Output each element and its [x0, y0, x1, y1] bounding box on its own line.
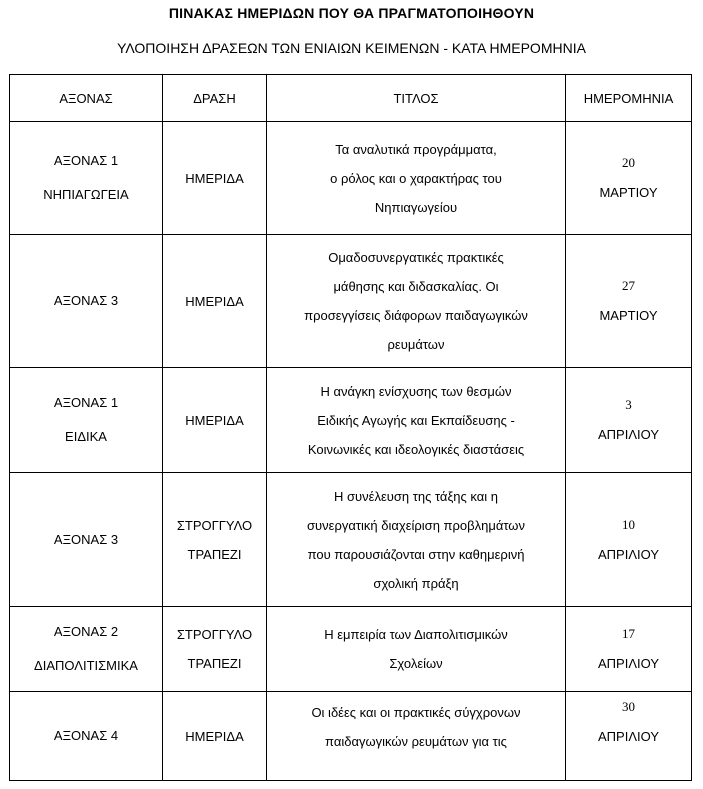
table-row	[10, 473, 692, 607]
action-line: ΗΜΕΡΙΔΑ	[185, 412, 244, 428]
date-month: ΑΠΡΙΛΙΟΥ	[597, 729, 659, 744]
axis-line: ΑΞΟΝΑΣ 1	[53, 395, 119, 410]
date-month: ΑΠΡΙΛΙΟΥ	[597, 427, 659, 442]
axis-line: ΑΞΟΝΑΣ 3	[53, 293, 119, 308]
axis-line: ΑΞΟΝΑΣ 3	[53, 531, 119, 547]
action-line: ΤΡΑΠΕΖΙ	[187, 546, 242, 562]
table-row	[10, 692, 692, 781]
action-cell	[163, 235, 267, 368]
date-month: ΑΠΡΙΛΙΟΥ	[597, 546, 659, 562]
schedule-table	[9, 74, 692, 781]
date-day: 27	[622, 278, 635, 293]
title-cell	[267, 607, 566, 692]
title-line: Η ανάγκη ενίσχυσης των θεσμών	[320, 383, 512, 399]
header-action: ΔΡΑΣΗ	[163, 75, 267, 122]
action-line: ΗΜΕΡΙΔΑ	[185, 170, 244, 186]
action-cell	[163, 607, 267, 692]
axis-cell	[10, 235, 163, 368]
document-subtitle: ΥΛΟΠΟΙΗΣΗ ΔΡΑΣΕΩΝ ΤΩΝ ΕΝΙΑΙΩΝ ΚΕΙΜΕΝΩΝ - ΚΑΤΑ ΗΜΕΡΟΜΗΝΙΑ	[117, 40, 586, 56]
title-line: συνεργατική διαχείριση προβλημάτων	[307, 517, 525, 533]
title-line: Κοινωνικές και ιδεολογικές διαστάσεις	[307, 441, 525, 457]
date-day: 3	[625, 397, 632, 412]
date-day: 20	[622, 155, 635, 170]
axis-cell	[10, 473, 163, 607]
axis-cell	[10, 692, 163, 781]
date-day: 30	[622, 699, 635, 714]
header-date: ΗΜΕΡΟΜΗΝΙΑ	[566, 75, 692, 122]
title-line: σχολική πράξη	[373, 575, 459, 591]
document-title: ΠΙΝΑΚΑΣ ΗΜΕΡΙΔΩΝ ΠΟΥ ΘΑ ΠΡΑΓΜΑΤΟΠΟΙΗΘΟΥΝ	[168, 5, 535, 21]
title-line: Σχολείων	[389, 656, 443, 671]
title-line: ο ρόλος και ο χαρακτήρας του	[330, 170, 502, 186]
table-row	[10, 235, 692, 368]
table-row	[10, 607, 692, 692]
action-line: ΗΜΕΡΙΔΑ	[185, 293, 244, 309]
title-line: Η εμπειρία των Διαπολιτισμικών	[324, 627, 508, 642]
date-cell	[566, 235, 692, 368]
header-axis: ΑΞΟΝΑΣ	[10, 75, 163, 122]
title-line: Η συνέλευση της τάξης και η	[334, 488, 498, 504]
action-line: ΗΜΕΡΙΔΑ	[185, 728, 244, 744]
date-month: ΜΑΡΤΙΟΥ	[599, 308, 658, 323]
title-cell	[267, 473, 566, 607]
action-cell	[163, 368, 267, 473]
axis-cell	[10, 607, 163, 692]
title-cell	[267, 692, 566, 781]
axis-cell	[10, 122, 163, 235]
date-cell	[566, 122, 692, 235]
date-cell	[566, 473, 692, 607]
axis-line: ΝΗΠΙΑΓΩΓΕΙΑ	[43, 187, 129, 202]
action-cell	[163, 122, 267, 235]
action-cell	[163, 692, 267, 781]
title-cell	[267, 368, 566, 473]
title-line: Ομαδοσυνεργατικές πρακτικές	[328, 250, 504, 265]
title-line: μάθησης και διδασκαλίας. Οι	[333, 279, 499, 294]
table-row	[10, 368, 692, 473]
axis-line: ΑΞΟΝΑΣ 2	[53, 624, 119, 639]
title-cell	[267, 122, 566, 235]
title-line: Οι ιδέες και οι πρακτικές σύγχρονων	[311, 705, 521, 720]
header-title: ΤΙΤΛΟΣ	[267, 75, 566, 122]
action-line: ΣΤΡΟΓΓΥΛΟ	[176, 627, 253, 642]
date-cell	[566, 368, 692, 473]
date-cell	[566, 692, 692, 781]
table-row	[10, 122, 692, 235]
date-month: ΜΑΡΤΙΟΥ	[599, 185, 658, 200]
title-line: που παρουσιάζονται στην καθημερινή	[307, 546, 525, 562]
title-cell	[267, 235, 566, 368]
date-month: ΑΠΡΙΛΙΟΥ	[597, 656, 659, 671]
title-line: Τα αναλυτικά προγράμματα,	[335, 141, 497, 157]
axis-line: ΕΙΔΙΚΑ	[65, 429, 107, 444]
table-header-row	[10, 75, 692, 122]
axis-line: ΑΞΟΝΑΣ 1	[53, 153, 119, 168]
axis-line: ΔΙΑΠΟΛΙΤΙΣΜΙΚΑ	[34, 658, 138, 673]
title-line: ρευμάτων	[387, 337, 445, 352]
axis-cell	[10, 368, 163, 473]
action-cell	[163, 473, 267, 607]
axis-line: ΑΞΟΝΑΣ 4	[53, 728, 119, 743]
title-line: παιδαγωγικών ρευμάτων για τις	[325, 734, 507, 749]
date-cell	[566, 607, 692, 692]
title-line: Ειδικής Αγωγής και Εκπαίδευσης -	[317, 412, 515, 428]
title-line: Νηπιαγωγείου	[374, 199, 458, 215]
title-line: προσεγγίσεις διάφορων παιδαγωγικών	[304, 308, 528, 323]
date-day: 10	[622, 516, 635, 532]
action-line: ΤΡΑΠΕΖΙ	[187, 656, 242, 671]
action-line: ΣΤΡΟΓΓΥΛΟ	[176, 517, 253, 533]
date-day: 17	[622, 626, 635, 641]
